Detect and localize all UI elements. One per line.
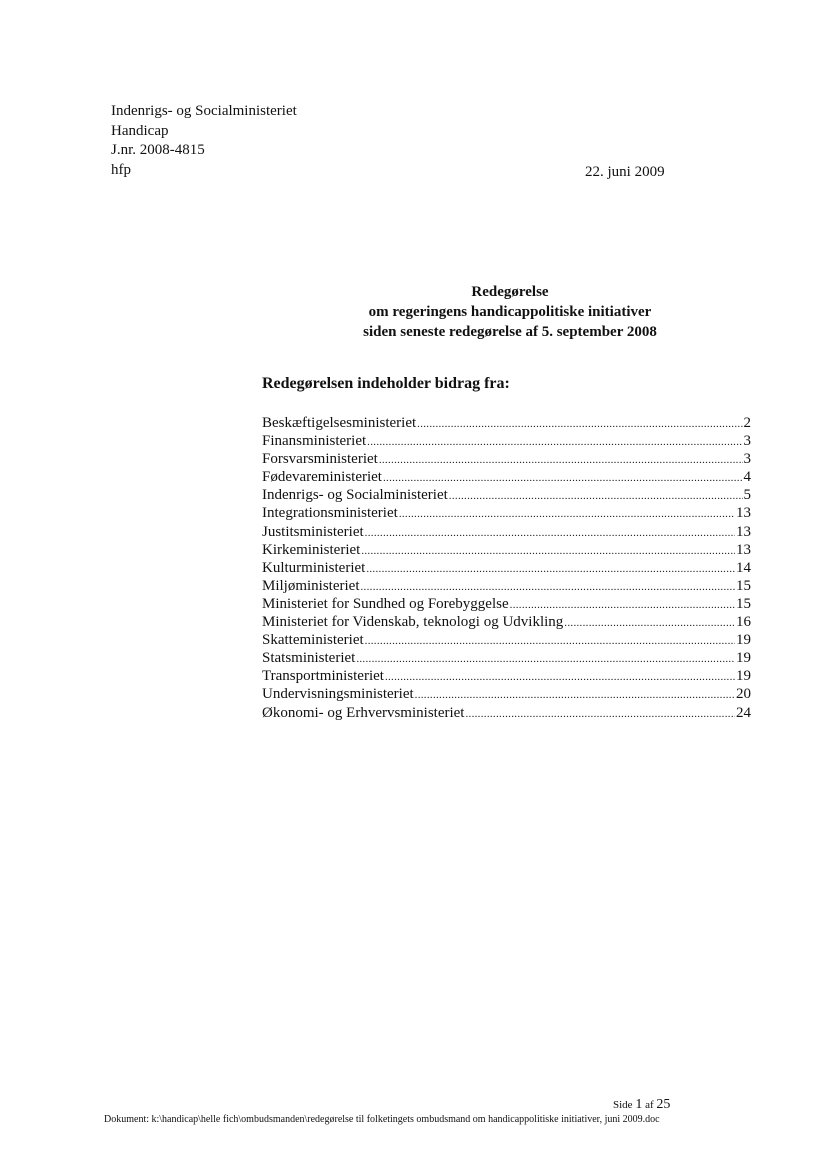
toc-dot-leader <box>383 469 743 487</box>
toc-entry-name: Transportministeriet <box>262 668 384 685</box>
toc-entry-name: Justitsministeriet <box>262 523 364 540</box>
page-number <box>613 1097 670 1113</box>
document-title <box>300 282 720 342</box>
toc-dot-leader <box>399 505 735 523</box>
toc-entry-name: Ministeriet for Videnskab, teknologi og Udvikling <box>262 614 564 631</box>
toc-entry-page: 3 <box>743 451 751 468</box>
toc-entry-page: 2 <box>743 415 751 431</box>
toc-row <box>262 704 751 722</box>
toc-entry-page: 15 <box>736 595 751 612</box>
toc-entry-page: 13 <box>736 523 751 540</box>
toc-dot-leader <box>510 596 735 614</box>
page-prefix: Side <box>613 1099 633 1111</box>
page-of: af <box>645 1099 654 1111</box>
toc-entry-name: Ministeriet for Sundhed og Forebyggelse <box>262 595 509 612</box>
toc-entry-page: 14 <box>736 559 751 576</box>
toc-entry-page: 19 <box>736 650 751 667</box>
toc-entry-name: Finansministeriet <box>262 433 367 450</box>
toc-entry-name: Kirkeministeriet <box>262 541 361 558</box>
toc-entry-page: 13 <box>736 505 751 522</box>
toc-entry-page: 4 <box>743 469 751 486</box>
toc-entry-name: Skatteministeriet <box>262 632 364 649</box>
title-line-1: Redegørelse <box>471 284 549 300</box>
page-total: 25 <box>656 1097 671 1112</box>
table-of-contents <box>262 414 751 722</box>
toc-entry-page: 13 <box>736 541 751 558</box>
toc-entry-name: Fødevareministeriet <box>262 469 382 486</box>
ministry-name: Indenrigs- og Socialministeriet <box>111 103 297 119</box>
toc-entry-name: Kulturministeriet <box>262 559 366 576</box>
toc-row <box>262 559 751 577</box>
toc-row <box>262 577 751 595</box>
journal-number: J.nr. 2008-4815 <box>111 142 205 158</box>
toc-entry-name: Undervisningsministeriet <box>262 686 414 703</box>
toc-entry-name: Integrationsministeriet <box>262 505 398 522</box>
toc-row <box>262 667 751 685</box>
toc-entry-name: Beskæftigelsesministeriet <box>262 415 417 431</box>
toc-row <box>262 685 751 703</box>
toc-entry-name: Forsvarsministeriet <box>262 451 378 468</box>
toc-dot-leader <box>361 542 735 560</box>
toc-row <box>262 523 751 541</box>
toc-row <box>262 468 751 486</box>
toc-row <box>262 504 751 522</box>
toc-row <box>262 631 751 649</box>
letterhead <box>111 102 297 180</box>
document-path: Dokument: k:\handicap\helle fich\ombudsmanden\redegørelse til folketingets ombudsmand om handicappolitiske initiativer, juni 2009.doc <box>104 1114 660 1125</box>
contributions-heading: Redegørelsen indeholder bidrag fra: <box>262 375 510 392</box>
toc-row <box>262 450 751 468</box>
toc-entry-page: 20 <box>736 686 751 703</box>
toc-dot-leader <box>367 433 742 451</box>
toc-dot-leader <box>465 705 735 723</box>
toc-row <box>262 595 751 613</box>
toc-entry-page: 24 <box>736 704 751 721</box>
department-name: Handicap <box>111 122 169 139</box>
toc-entry-name: Statsministeriet <box>262 650 356 667</box>
toc-dot-leader <box>564 614 735 632</box>
toc-dot-leader <box>366 560 735 578</box>
toc-entry-page: 5 <box>743 487 751 504</box>
toc-dot-leader <box>356 650 735 668</box>
toc-row <box>262 486 751 504</box>
toc-entry-page: 19 <box>736 632 751 649</box>
toc-entry-page: 16 <box>736 614 751 631</box>
toc-entry-page: 19 <box>736 668 751 685</box>
toc-dot-leader <box>365 524 735 542</box>
toc-row <box>262 414 751 432</box>
title-line-3: siden seneste redegørelse af 5. september 2008 <box>363 324 657 340</box>
toc-dot-leader <box>417 415 742 433</box>
document-date: 22. juni 2009 <box>585 164 665 180</box>
author-initials: hfp <box>111 161 131 178</box>
toc-entry-page: 15 <box>736 577 751 594</box>
toc-row <box>262 649 751 667</box>
toc-dot-leader <box>415 686 735 704</box>
toc-entry-page: 3 <box>743 433 751 450</box>
toc-entry-name: Miljøministeriet <box>262 577 360 594</box>
toc-entry-name: Indenrigs- og Socialministeriet <box>262 487 448 504</box>
toc-row <box>262 432 751 450</box>
toc-dot-leader <box>361 578 736 596</box>
page-current: 1 <box>635 1097 643 1112</box>
toc-row <box>262 541 751 559</box>
toc-dot-leader <box>385 668 735 686</box>
toc-dot-leader <box>449 487 743 505</box>
toc-dot-leader <box>379 451 743 469</box>
title-line-2: om regeringens handicappolitiske initiativer <box>368 304 652 320</box>
toc-row <box>262 613 751 631</box>
toc-dot-leader <box>365 632 735 650</box>
toc-entry-name: Økonomi- og Erhvervsministeriet <box>262 704 465 721</box>
